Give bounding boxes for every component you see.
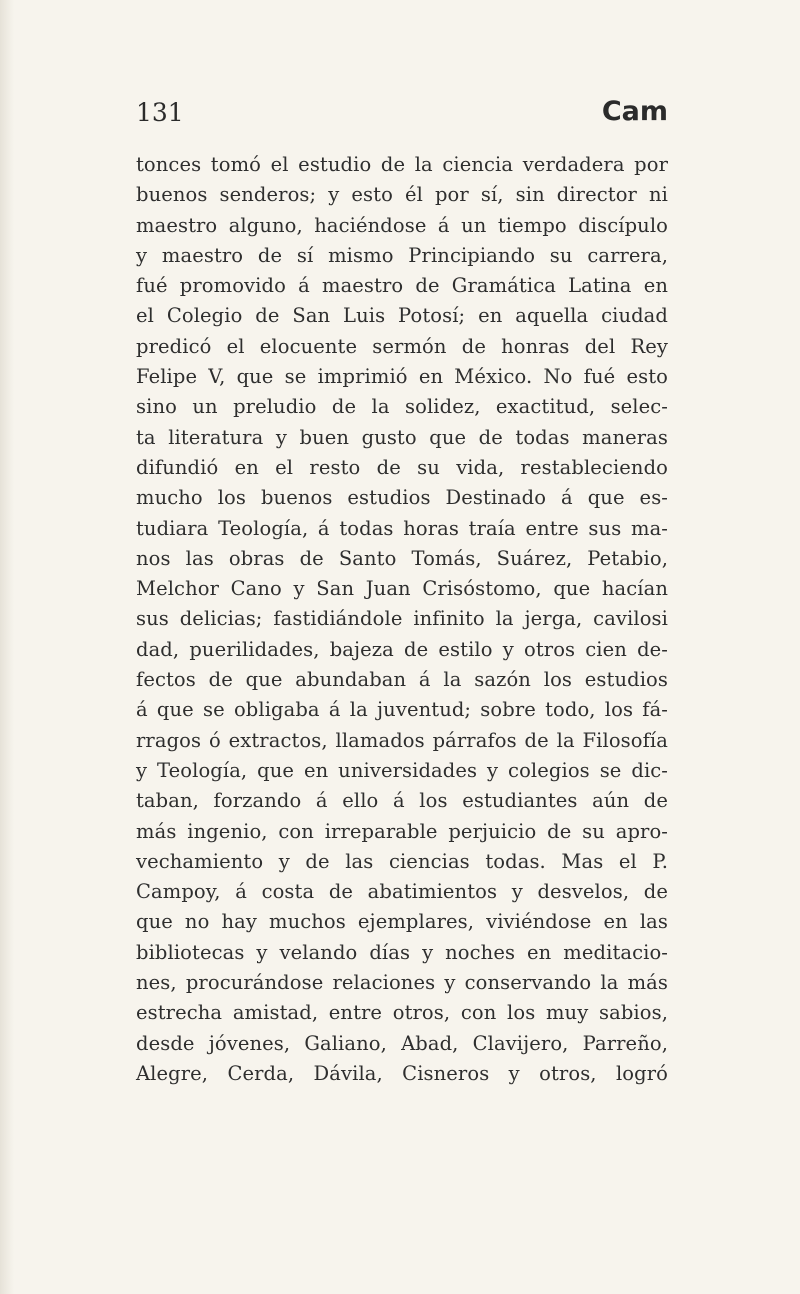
text-line: nos las obras de Santo Tomás, Suárez, Petabio, — [136, 546, 668, 570]
text-line: buenos senderos; y esto él por sí, sin director ni — [136, 183, 668, 207]
text-line: bibliotecas y velando días y noches en meditacio- — [136, 940, 668, 964]
text-line: rragos ó extractos, llamados párrafos de la Filosofía — [136, 728, 668, 752]
text-line: mucho los buenos estudios Destinado á que es- — [136, 486, 668, 510]
text-line: difundió en el resto de su vida, restableciendo — [136, 455, 668, 479]
text-line: desde jóvenes, Galiano, Abad, Clavijero, Parreño, — [136, 1031, 668, 1055]
running-head-word: Cam — [601, 96, 668, 127]
text-line: ta literatura y buen gusto que de todas maneras — [136, 425, 668, 449]
text-line: sus delicias; fastidiándole infinito la jerga, cavilosi — [136, 607, 668, 631]
text-line: que no hay muchos ejemplares, viviéndose en las — [136, 910, 668, 934]
text-line: Campoy, á costa de abatimientos y desvelos, de — [136, 880, 668, 904]
text-line: maestro alguno, haciéndose á un tiempo discípulo — [136, 213, 668, 237]
text-line: vechamiento y de las ciencias todas. Mas el P. — [136, 849, 668, 873]
text-line: tonces tomó el estudio de la ciencia verdadera por — [136, 153, 668, 176]
running-head — [136, 98, 668, 138]
text-line: taban, forzando á ello á los estudiantes aún de — [136, 789, 668, 813]
text-line: tudiara Teología, á todas horas traía entre sus ma- — [136, 516, 668, 540]
page-number: 131 — [136, 98, 184, 127]
text-line: Melchor Cano y San Juan Crisóstomo, que hacían — [136, 577, 668, 601]
page-gutter-shadow — [0, 0, 14, 1294]
text-line: más ingenio, con irreparable perjuicio de su apro- — [136, 819, 668, 843]
text-line: estrecha amistad, entre otros, con los muy sabios, — [136, 1001, 668, 1025]
text-line: á que se obligaba á la juventud; sobre todo, los fá- — [136, 698, 668, 722]
text-line: fué promovido á maestro de Gramática Latina en — [136, 274, 668, 298]
text-line: fectos de que abundaban á la sazón los estudios — [136, 668, 668, 692]
text-line: el Colegio de San Luis Potosí; en aquella ciudad — [136, 304, 668, 328]
text-line: Alegre, Cerda, Dávila, Cisneros y otros, logró — [136, 1061, 668, 1085]
text-line: sino un preludio de la solidez, exactitud, selec- — [136, 395, 668, 419]
text-line: nes, procurándose relaciones y conservando la más — [136, 971, 668, 995]
text-line: y maestro de sí mismo Principiando su carrera, — [136, 243, 668, 267]
text-line: y Teología, que en universidades y colegios se dic- — [136, 758, 668, 782]
body-text — [136, 150, 668, 1089]
text-line: Felipe V, que se imprimió en México. No fué esto — [136, 365, 668, 389]
text-line: predicó el elocuente sermón de honras del Rey — [136, 334, 668, 358]
text-line: dad, puerilidades, bajeza de estilo y otros cien de- — [136, 637, 668, 661]
